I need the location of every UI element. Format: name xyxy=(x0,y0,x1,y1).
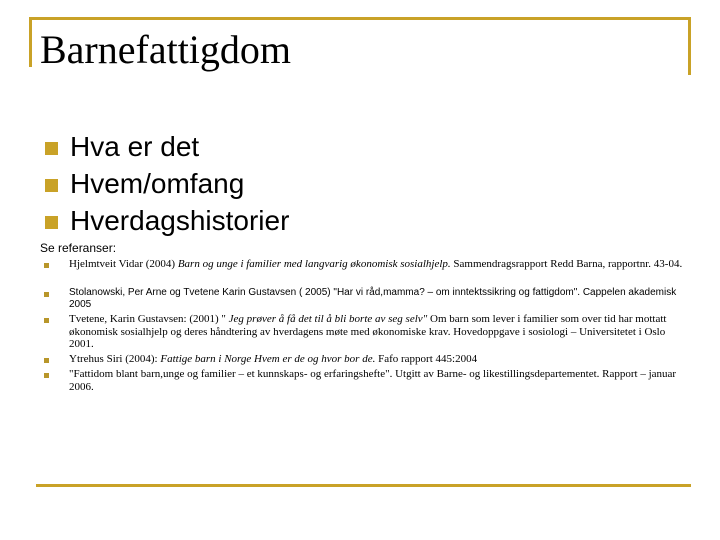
main-bullet-text: Hverdagshistorier xyxy=(70,204,290,236)
main-bullet-item xyxy=(45,165,289,202)
reference-item xyxy=(44,353,684,368)
square-bullet-icon xyxy=(44,263,49,268)
reference-text-plain: Stolanowski, Per Arne og Tvetene Karin Gustavsen ( 2005) "Har vi råd,mamma? – om inntektssikring og fattigdom". Cappelen akademisk 2005 xyxy=(69,287,677,310)
reference-text-plain: Om barn som lever i familier som over tid har mottatt økonomisk sosialhjelp og deres håndtering av hverdagens møte med økonomiske krav. Hovedoppgave i sosiologi – Universitetet i Oslo 2001. xyxy=(69,313,667,350)
frame-line-left xyxy=(29,17,32,67)
reference-text-plain: "Fattidom blant barn,unge og familier – et kunnskaps- og erfaringshefte". Utgitt av Barne- og likestillingsdepartementet. Rapport – januar 2006. xyxy=(69,368,677,393)
main-bullet-item xyxy=(45,202,289,239)
square-bullet-icon xyxy=(44,373,49,378)
reference-text-plain: Ytrehus Siri (2004): xyxy=(69,353,161,365)
main-bullet-list xyxy=(45,128,289,239)
reference-text-plain: Sammendragsrapport Redd Barna, rapportnr. 43-04. xyxy=(450,258,683,270)
reference-text-italic: Barn og unge i familier med langvarig økonomisk sosialhjelp. xyxy=(177,258,451,270)
main-bullet-text: Hvem/omfang xyxy=(70,167,245,199)
square-bullet-icon xyxy=(44,292,49,297)
square-bullet-icon xyxy=(45,142,58,155)
reference-text xyxy=(69,313,684,351)
reference-text xyxy=(69,258,682,271)
slide-title: Barnefattigdom xyxy=(40,27,292,72)
references-list xyxy=(44,258,684,398)
main-bullet-text: Hva er det xyxy=(70,130,200,162)
square-bullet-icon xyxy=(45,216,58,229)
reference-text-italic: Fattige barn i Norge Hvem er de og hvor bor de. xyxy=(160,353,376,365)
reference-item xyxy=(44,368,684,398)
reference-item xyxy=(44,313,684,353)
main-bullet-item xyxy=(45,128,289,165)
reference-item xyxy=(44,287,684,313)
frame-line-right xyxy=(688,17,691,75)
reference-text-plain: Tvetene, Karin Gustavsen: (2001) " xyxy=(69,313,229,325)
square-bullet-icon xyxy=(44,318,49,323)
reference-text-italic: Jeg prøver å få det til å bli borte av seg selv" xyxy=(228,313,428,325)
reference-text xyxy=(69,368,684,393)
reference-text-plain: Hjelmtveit Vidar (2004) xyxy=(69,258,178,270)
references-heading: Se referanser: xyxy=(40,241,117,255)
reference-item xyxy=(44,258,684,287)
reference-text-plain: Fafo rapport 445:2004 xyxy=(375,353,478,365)
square-bullet-icon xyxy=(44,358,49,363)
reference-text xyxy=(69,353,477,366)
square-bullet-icon xyxy=(45,179,58,192)
reference-text xyxy=(69,287,684,310)
frame-line-top xyxy=(29,17,691,20)
frame-line-bottom xyxy=(36,484,691,487)
